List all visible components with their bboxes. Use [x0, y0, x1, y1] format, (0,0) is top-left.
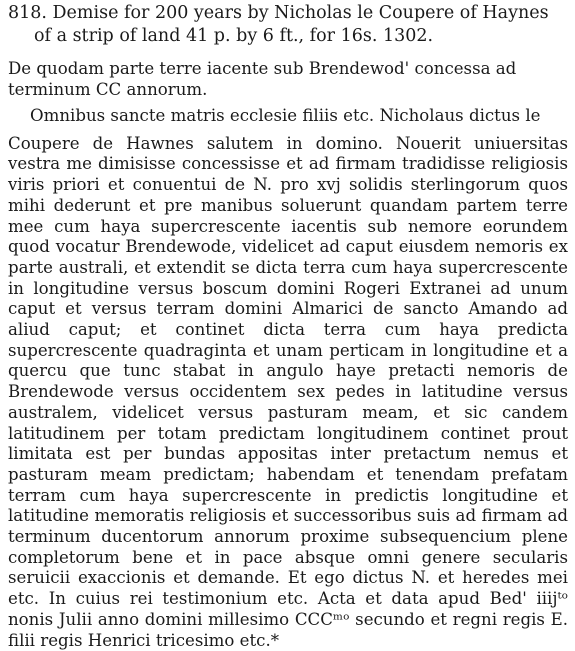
charter-body: Coupere de Hawnes salutem in domino. Nouerit uniuersitas vestra me dimisisse concessisse et ad firmam tradidisse religiosis viris priori et conuentui de N. pro xvj solidis sterlingorum quos mihi dederunt et pre manibus soluerunt quandam partem terre mee cum haya supercrescente iacentis sub nemore eorundem quod vocatur Brendewode, videlicet ad caput eiusdem nemoris ex parte australi, et extendit se dicta terra cum haya supercrescente in longitudine versus boscum domini Rogeri Extranei ad unum caput et versus terram domini Almarici de sancto Amando ad aliud caput; et continet dicta terra cum haya predicta supercrescente quadraginta et unam perticam in longitudine et a quercu que tunc stabat in angulo haye pretacti nemoris de Brendewode versus occidentem sex pedes in latitudine versus australem, videlicet versus pasturam meam, et sic candem latitudinem per totam predictam longitudinem continet prout limitata est per bundas appositas inter pretactum nemus et pasturam meam predictam; habendam et tenendam prefatam terram cum haya supercrescente in predictis longitudine et latitudine memoratis religiosis et successoribus suis ad firmam ad terminum ducentorum annorum proxime subsequencium plene completorum bene et in pace absque omni genere secularis seruicii exaccionis et demande. Et ego dictus N. et heredes mei etc. In cuius rei testimonium etc. Acta et data apud Bed' iiijᵗᵒ nonis Julii anno domini millesimo CCCᵐᵒ secundo et regni regis E. filii regis Henrici tricesimo etc.*	[8, 133, 568, 650]
latin-rubric: De quodam parte terre iacente sub Brendewod' concessa ad terminum CC annorum.	[8, 59, 517, 99]
opening-line: Omnibus sancte matris ecclesie filiis etc. Nicholaus dictus le	[30, 106, 541, 125]
entry-heading: 818. Demise for 200 years by Nicholas le Coupere of Haynes of a strip of land 41 p. by 6 ft., for 16s. 1302.	[8, 3, 549, 46]
document-page	[8, 2, 568, 651]
